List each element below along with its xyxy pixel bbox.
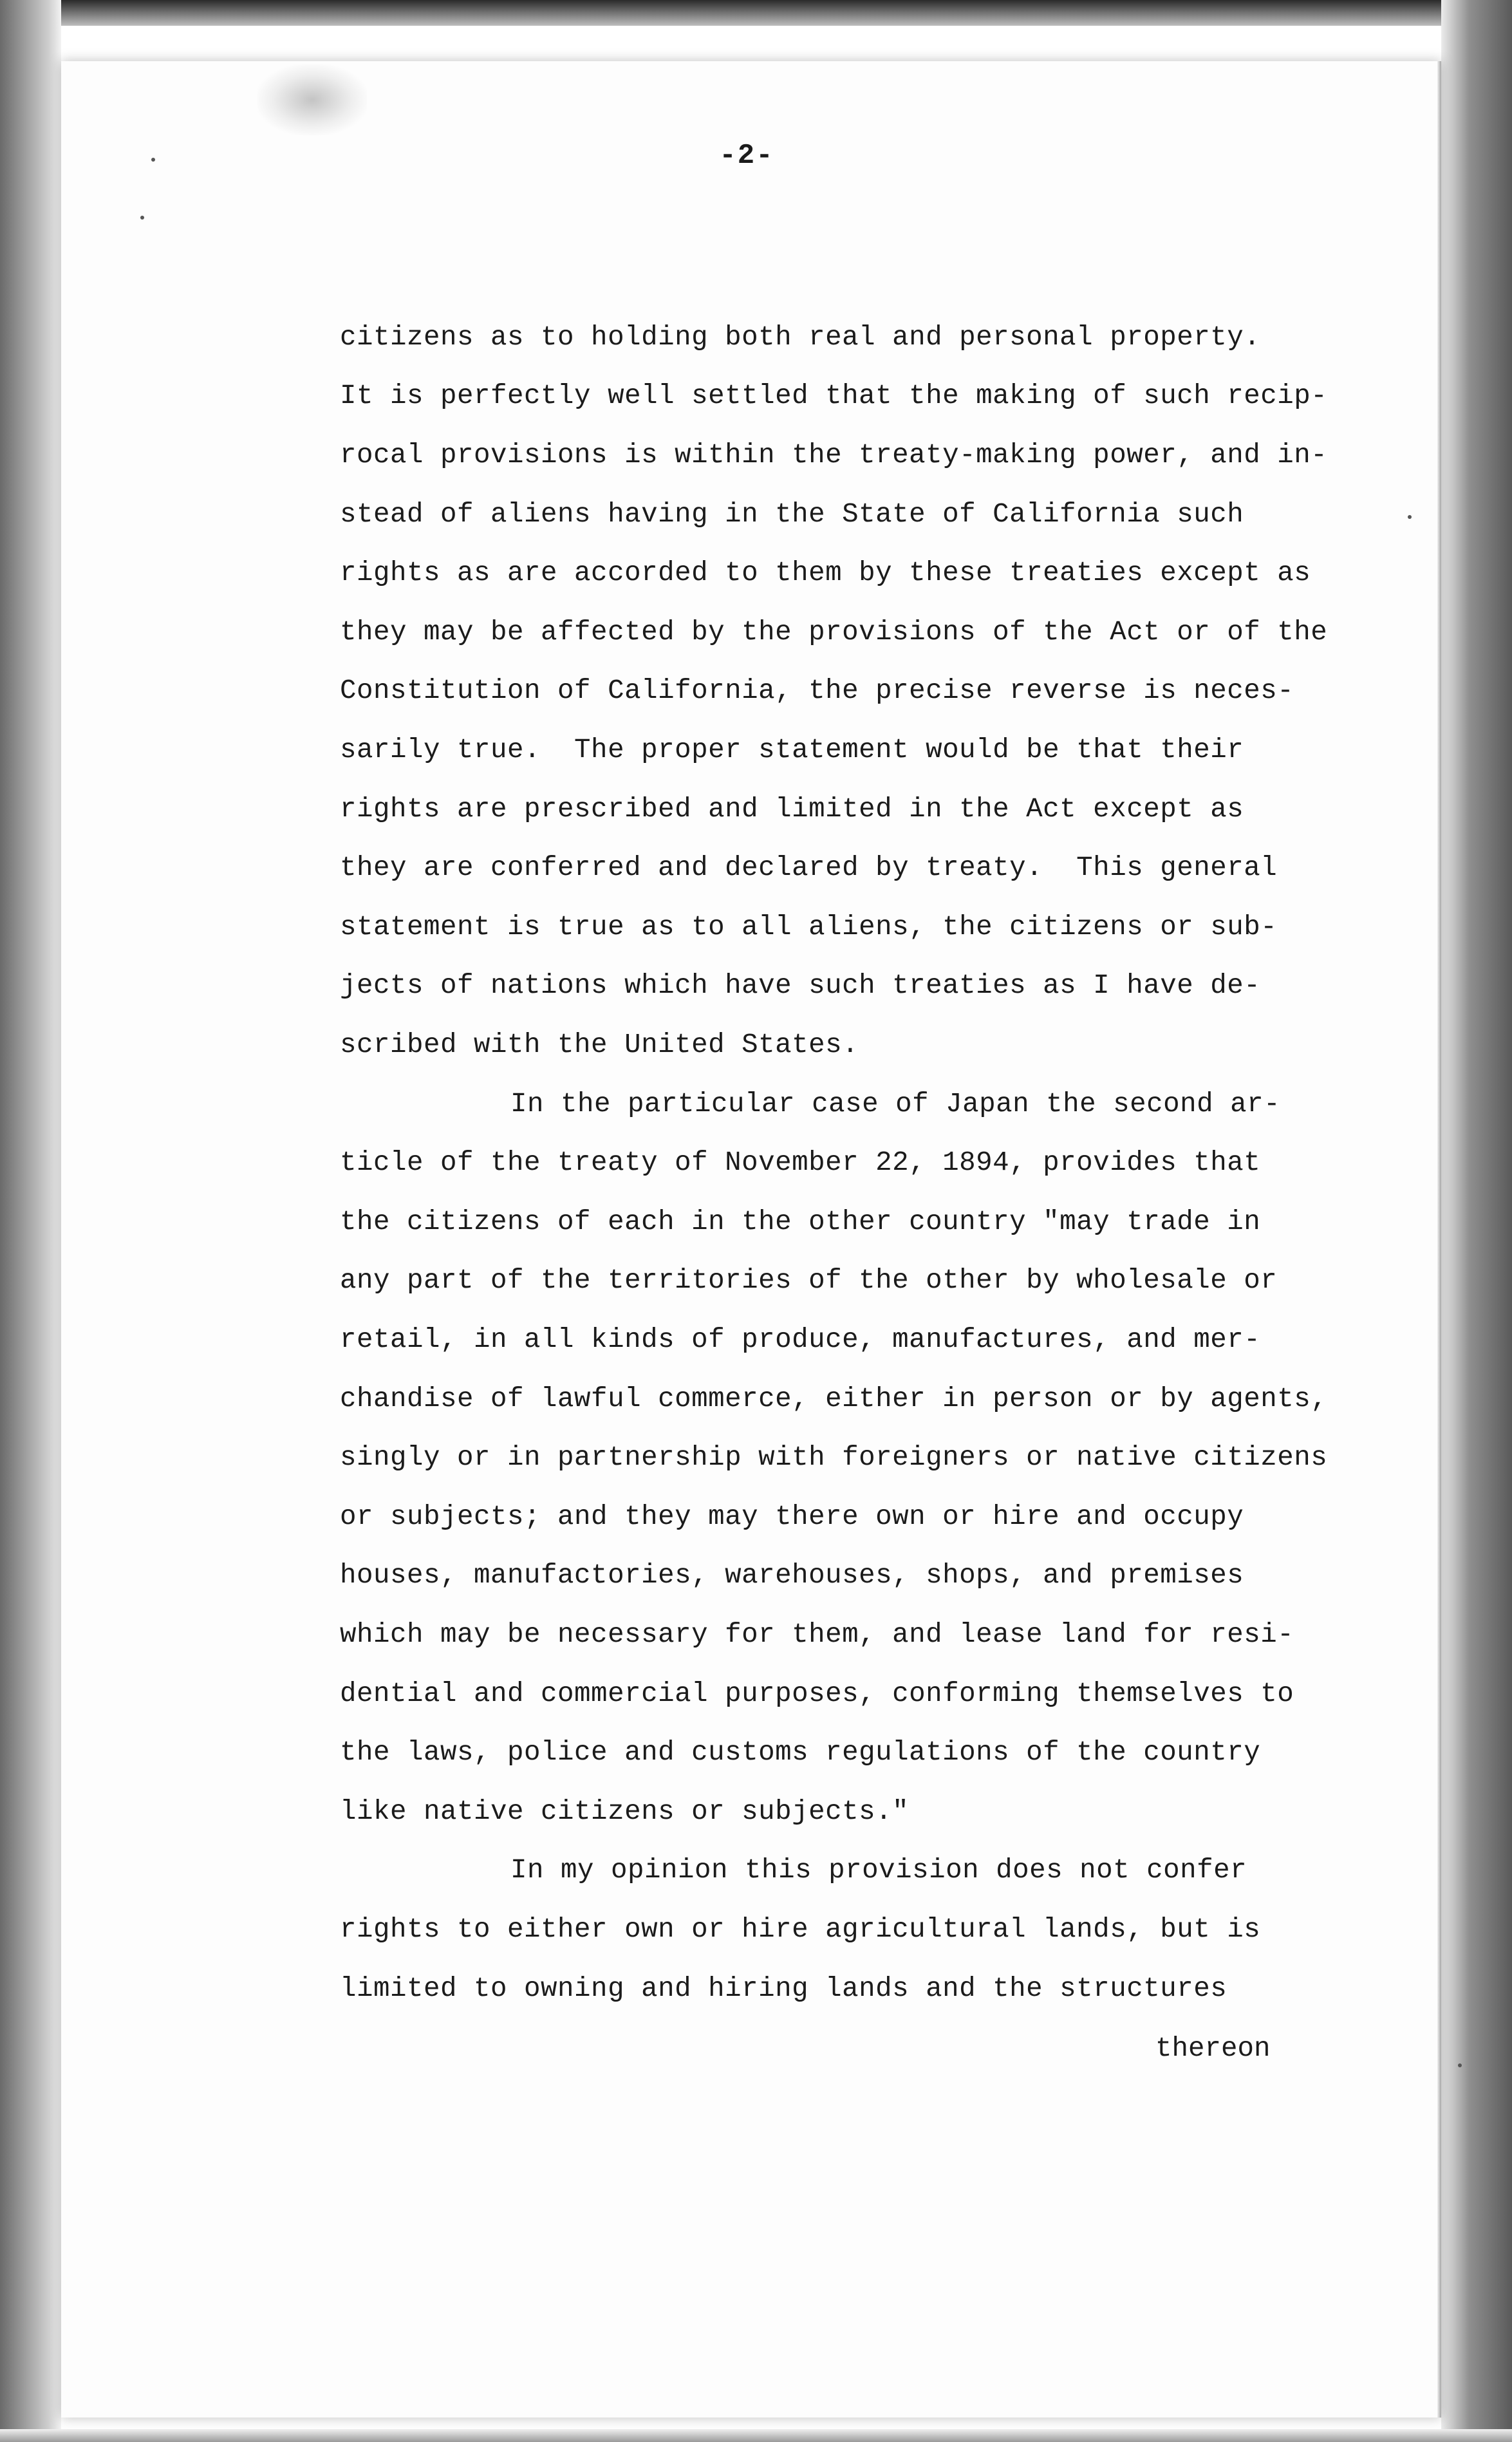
catchword: thereon: [1155, 2033, 1271, 2064]
speck-mark: [151, 158, 155, 162]
text-line: they may be affected by the provisions of the Act or of the: [340, 617, 1328, 648]
text-line: rights to either own or hire agricultural lands, but is: [340, 1914, 1261, 1945]
text-line: rocal provisions is within the treaty-making power, and in-: [340, 440, 1328, 471]
paper-edge-shadow: [1437, 61, 1441, 2418]
scan-edge-right: [1441, 0, 1512, 2442]
page-number: -2-: [719, 140, 774, 172]
scan-edge-top: [0, 0, 1512, 26]
text-line: they are conferred and declared by treaty. This general: [340, 852, 1278, 883]
text-line: retail, in all kinds of produce, manufactures, and mer-: [340, 1324, 1261, 1355]
text-line: Constitution of California, the precise reverse is neces-: [340, 675, 1294, 706]
text-line: the citizens of each in the other country "may trade in: [340, 1207, 1261, 1237]
speck-mark: [1458, 2063, 1462, 2067]
scan-edge-left: [0, 0, 61, 2442]
text-line: citizens as to holding both real and personal property.: [340, 322, 1261, 353]
text-line: which may be necessary for them, and lease land for resi-: [340, 1619, 1294, 1650]
scan-edge-bottom: [0, 2429, 1512, 2442]
text-line: rights are prescribed and limited in the Act except as: [340, 794, 1244, 825]
text-line: chandise of lawful commerce, either in person or by agents,: [340, 1384, 1328, 1414]
text-line: scribed with the United States.: [340, 1029, 859, 1060]
text-line: dential and commercial purposes, conforming themselves to: [340, 1678, 1294, 1709]
ink-smudge: [257, 64, 367, 135]
speck-mark: [140, 216, 144, 220]
text-line: like native citizens or subjects.": [340, 1796, 910, 1827]
text-line: the laws, police and customs regulations of the country: [340, 1737, 1261, 1768]
text-line: In my opinion this provision does not confer: [510, 1855, 1247, 1886]
text-line: singly or in partnership with foreigners or native citizens: [340, 1442, 1328, 1473]
text-line: or subjects; and they may there own or hire and occupy: [340, 1501, 1244, 1532]
speck-mark: [1408, 515, 1412, 519]
text-line: limited to owning and hiring lands and the structures: [340, 1973, 1227, 2004]
text-line: ticle of the treaty of November 22, 1894, provides that: [340, 1147, 1261, 1178]
text-line: sarily true. The proper statement would be that their: [340, 735, 1244, 765]
text-line: It is perfectly well settled that the making of such recip-: [340, 380, 1328, 411]
text-line: rights as are accorded to them by these treaties except as: [340, 558, 1311, 588]
text-line: any part of the territories of the other by wholesale or: [340, 1265, 1278, 1296]
text-line: In the particular case of Japan the second ar-: [510, 1089, 1281, 1120]
text-line: stead of aliens having in the State of California such: [340, 499, 1244, 530]
text-line: houses, manufactories, warehouses, shops, and premises: [340, 1560, 1244, 1591]
text-line: statement is true as to all aliens, the citizens or sub-: [340, 912, 1278, 943]
text-line: jects of nations which have such treaties as I have de-: [340, 970, 1261, 1001]
